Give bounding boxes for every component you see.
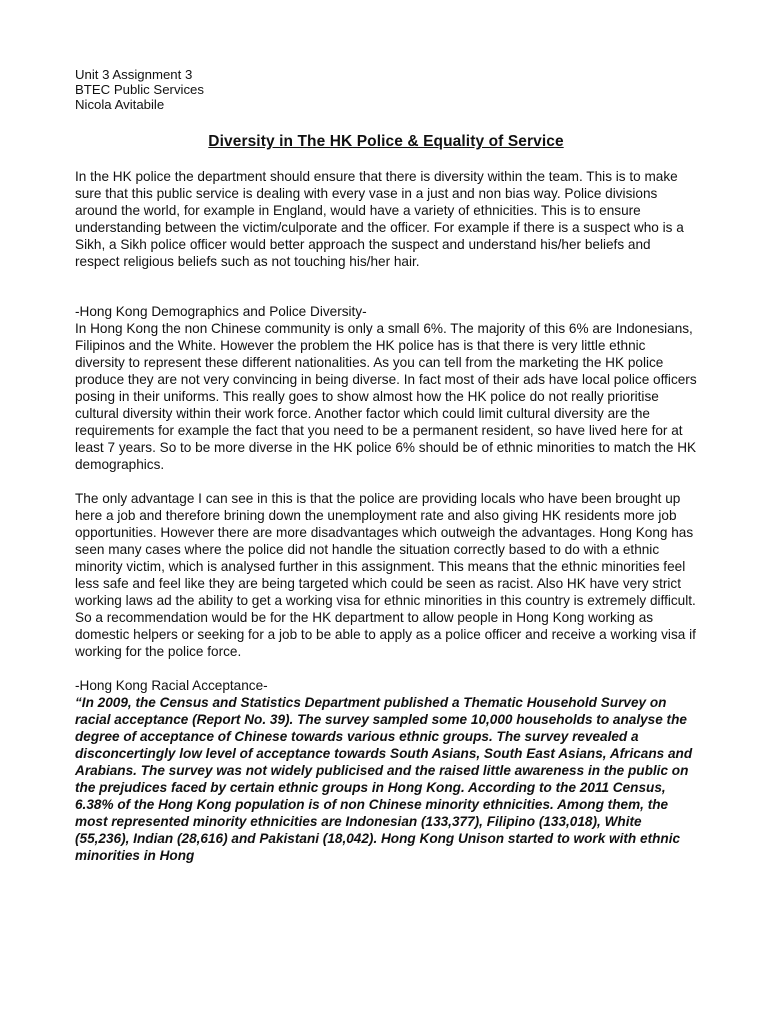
intro-paragraph: In the HK police the department should ensure that there is diversity within the team. This is to make sure that this public service is dealing with every vase in a just and non bias way. Police divisions around the world, for example in England, would have a variety of ethnicities. This is to ensure understanding between the victim/culporate and the officer. For example if there is a suspect who is a Sikh, a Sikh police officer would better approach the suspect and understand his/her beliefs and respect religious beliefs such as not touching his/her hair. xyxy=(75,169,684,269)
spacer xyxy=(75,660,697,677)
advantages-paragraph: The only advantage I can see in this is that the police are providing locals who have been brought up here a job and therefore brining down the unemployment rate and also giving HK residents more job opportunities. However there are more disadvantages which outweigh the advantages. Hong Kong has seen many cases where the police did not handle the situation correctly based to do with a ethnic minority victim, which is analysed further in this assignment. This means that the ethnic minorities feel less safe and feel like they are being targeted which could be seen as racist. Also HK have very strict working laws ad the ability to get a working visa for ethnic minorities in this country is extremely difficult. So a recommendation would be for the HK department to allow people in Hong Kong working as domestic helpers or seeking for a job to be able to apply as a police officer and receive a working visa if working for the police force. xyxy=(75,491,696,659)
author-line: Nicola Avitabile xyxy=(75,97,165,112)
racial-acceptance-heading: -Hong Kong Racial Acceptance- xyxy=(75,678,268,693)
demographics-paragraph: In Hong Kong the non Chinese community is only a small 6%. The majority of this 6% are Indonesians, Filipinos and the White. However the problem the HK police has is that there is very little ethnic diversity to represent these different nationalities. As you can tell from the marketing the HK police produce they are not very convincing in being diverse. In fact most of their ads have local police officers posing in their uniforms. This really goes to show almost how the HK police do not really prioritise cultural diversity within their work force. Another factor which could limit cultural diversity are the requirements for example the fact that you need to be a permanent resident, so have lived here for at least 7 years. So to be more diverse in the HK police 6% should be of ethnic minorities to match the HK demographics. xyxy=(75,321,697,472)
document-title: Diversity in The HK Police & Equality of Service xyxy=(208,133,564,150)
unit-assignment-line: Unit 3 Assignment 3 xyxy=(75,67,193,82)
census-quote: “In 2009, the Census and Statistics Department published a Thematic Household Survey on racial acceptance (Report No. 39). The survey sampled some 10,000 households to analyse the degree of acceptance of Chinese towards various ethnic groups. The survey revealed a disconcertingly low level of acceptance towards South Asians, South East Asians, Africans and Arabians. The survey was not widely publicised and the raised little awareness in the public on the prejudices faced by certain ethnic groups in Hong Kong. According to the 2011 Census, 6.38% of the Hong Kong population is of non Chinese minority ethnicities. Among them, the most represented minority ethnicities are Indonesian (133,377), Filipino (133,018), White (55,236), Indian (28,616) and Pakistani (18,042). Hong Kong Unison started to work with ethnic minorities in Hong xyxy=(75,695,693,863)
course-line: BTEC Public Services xyxy=(75,82,204,97)
spacer xyxy=(75,473,697,490)
demographics-heading: -Hong Kong Demographics and Police Diversity- xyxy=(75,304,367,319)
document-body xyxy=(75,67,697,864)
spacer xyxy=(75,270,697,303)
